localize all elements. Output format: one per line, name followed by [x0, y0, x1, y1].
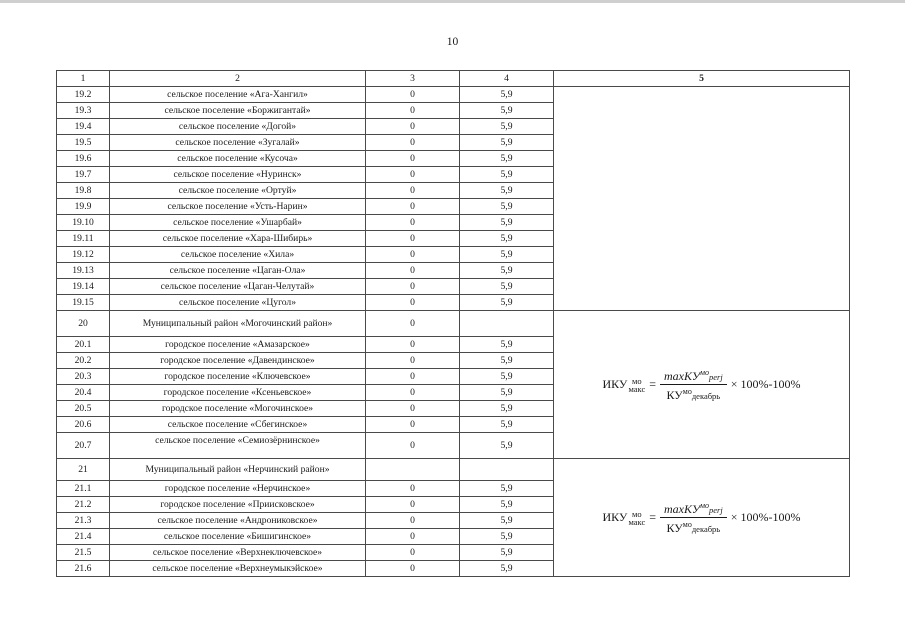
col3-value: 0 [366, 369, 460, 385]
formula-lhs: ИКУ [602, 510, 628, 524]
settlement-name: сельское поселение «Усть-Нарин» [110, 199, 366, 215]
row-number: 21.3 [57, 513, 110, 529]
row-number: 21.1 [57, 481, 110, 497]
row-number: 19.4 [57, 119, 110, 135]
row-number: 21.5 [57, 545, 110, 561]
header-cell: 3 [366, 71, 460, 87]
col3-value: 0 [366, 401, 460, 417]
settlement-name: сельское поселение «Боржигантай» [110, 103, 366, 119]
row-number: 20.7 [57, 433, 110, 459]
settlement-name: сельское поселение «Цугол» [110, 295, 366, 311]
formula-lhs-sub: макс [628, 516, 646, 527]
settlement-name: сельское поселение «Семиозёрнинское» [110, 433, 366, 459]
settlement-name: сельское поселение «Нуринск» [110, 167, 366, 183]
col3-value: 0 [366, 311, 460, 337]
header-row [57, 71, 850, 87]
col3-value: 0 [366, 119, 460, 135]
col3-value: 0 [366, 385, 460, 401]
indices-table [56, 70, 850, 577]
settlement-name: сельское поселение «Хара-Шибирь» [110, 231, 366, 247]
district-name: Муниципальный район «Нерчинский район» [110, 459, 366, 481]
max-index-formula [603, 500, 801, 535]
col4-value: 5,9 [460, 337, 554, 353]
formula-lhs-sup: мо [632, 508, 642, 519]
table-row [57, 87, 850, 103]
row-number: 20 [57, 311, 110, 337]
col3-value: 0 [366, 497, 460, 513]
row-number: 21.4 [57, 529, 110, 545]
settlement-name: сельское поселение «Верхнеумыкэйское» [110, 561, 366, 577]
col4-value: 5,9 [460, 151, 554, 167]
col3-value: 0 [366, 103, 460, 119]
row-number: 19.15 [57, 295, 110, 311]
page-number: 10 [446, 36, 459, 48]
header-cell: 5 [554, 71, 850, 87]
col4-value: 5,9 [460, 263, 554, 279]
settlement-name: сельское поселение «Цаган-Ола» [110, 263, 366, 279]
settlement-name: сельское поселение «Хила» [110, 247, 366, 263]
col4-value: 5,9 [460, 369, 554, 385]
settlement-name: сельское поселение «Кусоча» [110, 151, 366, 167]
col4-value: 5,9 [460, 529, 554, 545]
formula-denominator: $КУ^{мо}декабрь$ [666, 520, 721, 535]
header-cell: 2 [110, 71, 366, 87]
formula-numerator: maxКУ$^{мо}$perj [660, 367, 727, 385]
settlement-name: городское поселение «Могочинское» [110, 401, 366, 417]
formula-fraction [660, 500, 727, 535]
col4-value: 5,9 [460, 385, 554, 401]
formula-denominator: $КУ^{мо}декабрь$ [666, 387, 721, 402]
formula-cell [554, 311, 850, 459]
col3-value: 0 [366, 417, 460, 433]
settlement-name: городское поселение «Приисковское» [110, 497, 366, 513]
formula-numerator: maxКУ$^{мо}$perj [660, 500, 727, 518]
max-index-formula [603, 367, 801, 402]
settlement-name: сельское поселение «Догой» [110, 119, 366, 135]
row-number: 20.2 [57, 353, 110, 369]
header-cell: 1 [57, 71, 110, 87]
row-number: 20.1 [57, 337, 110, 353]
col4-value: 5,9 [460, 103, 554, 119]
settlement-name: городское поселение «Нерчинское» [110, 481, 366, 497]
row-number: 21.2 [57, 497, 110, 513]
formula-lhs-sup: мо [632, 375, 642, 386]
col3-value: 0 [366, 167, 460, 183]
row-number: 20.3 [57, 369, 110, 385]
col3-value: 0 [366, 545, 460, 561]
row-number: 21.6 [57, 561, 110, 577]
settlement-name: городское поселение «Амазарское» [110, 337, 366, 353]
settlement-name: городское поселение «Давендинское» [110, 353, 366, 369]
col3-value: 0 [366, 215, 460, 231]
col3-value: 0 [366, 263, 460, 279]
col4-value: 5,9 [460, 119, 554, 135]
col3-value: 0 [366, 513, 460, 529]
formula-tail: × 100%-100% [730, 377, 801, 391]
row-number: 20.6 [57, 417, 110, 433]
settlement-name: сельское поселение «Верхнеключевское» [110, 545, 366, 561]
col4-value: 5,9 [460, 247, 554, 263]
settlement-name: сельское поселение «Андрониковское» [110, 513, 366, 529]
col3-value: 0 [366, 433, 460, 459]
col3-value: 0 [366, 337, 460, 353]
col3-value: 0 [366, 87, 460, 103]
row-number: 19.3 [57, 103, 110, 119]
settlement-name: сельское поселение «Зугалай» [110, 135, 366, 151]
row-number: 21 [57, 459, 110, 481]
col4-value: 5,9 [460, 513, 554, 529]
col4-value: 5,9 [460, 481, 554, 497]
col3-value: 0 [366, 247, 460, 263]
col4-value: 5,9 [460, 279, 554, 295]
col4-value: 5,9 [460, 561, 554, 577]
col4-value [460, 311, 554, 337]
row-number: 19.5 [57, 135, 110, 151]
row-number: 19.8 [57, 183, 110, 199]
col4-value: 5,9 [460, 167, 554, 183]
settlement-name: сельское поселение «Ага-Хангил» [110, 87, 366, 103]
col4-value: 5,9 [460, 497, 554, 513]
col4-value: 5,9 [460, 87, 554, 103]
district-row [57, 311, 850, 337]
page-top-edge [0, 0, 905, 3]
settlement-name: сельское поселение «Ушарбай» [110, 215, 366, 231]
col4-value: 5,9 [460, 183, 554, 199]
col3-value: 0 [366, 561, 460, 577]
row-number: 19.7 [57, 167, 110, 183]
settlement-name: сельское поселение «Цаган-Челутай» [110, 279, 366, 295]
col3-value: 0 [366, 279, 460, 295]
settlement-name: сельское поселение «Ортуй» [110, 183, 366, 199]
settlement-name: сельское поселение «Сбегинское» [110, 417, 366, 433]
formula-cell [554, 459, 850, 577]
col3-value: 0 [366, 183, 460, 199]
col4-value: 5,9 [460, 135, 554, 151]
col4-value: 5,9 [460, 433, 554, 459]
row-number: 19.13 [57, 263, 110, 279]
col3-value: 0 [366, 135, 460, 151]
col4-value: 5,9 [460, 401, 554, 417]
col3-value: 0 [366, 231, 460, 247]
col3-value: 0 [366, 151, 460, 167]
col4-value: 5,9 [460, 353, 554, 369]
col4-value: 5,9 [460, 417, 554, 433]
formula-lhs: ИКУ [602, 377, 628, 391]
col4-value: 5,9 [460, 215, 554, 231]
settlement-name: городское поселение «Ксеньевское» [110, 385, 366, 401]
row-number: 19.14 [57, 279, 110, 295]
col4-value [460, 459, 554, 481]
col3-value: 0 [366, 199, 460, 215]
col3-value: 0 [366, 353, 460, 369]
col4-value: 5,9 [460, 231, 554, 247]
col4-value: 5,9 [460, 545, 554, 561]
row-number: 19.10 [57, 215, 110, 231]
formula-lhs-sub: макс [628, 383, 646, 394]
row-number: 19.12 [57, 247, 110, 263]
row-number: 19.9 [57, 199, 110, 215]
header-cell: 4 [460, 71, 554, 87]
district-row [57, 459, 850, 481]
settlement-name: сельское поселение «Бишигинское» [110, 529, 366, 545]
col3-value: 0 [366, 529, 460, 545]
formula-fraction [660, 367, 727, 402]
row-number: 19.6 [57, 151, 110, 167]
col3-value: 0 [366, 295, 460, 311]
settlement-name: городское поселение «Ключевское» [110, 369, 366, 385]
col3-value [366, 459, 460, 481]
row-number: 20.5 [57, 401, 110, 417]
col4-value: 5,9 [460, 199, 554, 215]
formula-equals: = [649, 377, 657, 391]
formula-tail: × 100%-100% [730, 510, 801, 524]
formula-cell-empty [554, 87, 850, 311]
row-number: 19.2 [57, 87, 110, 103]
row-number: 19.11 [57, 231, 110, 247]
district-name: Муниципальный район «Могочинский район» [110, 311, 366, 337]
formula-equals: = [649, 510, 657, 524]
col3-value: 0 [366, 481, 460, 497]
row-number: 20.4 [57, 385, 110, 401]
col4-value: 5,9 [460, 295, 554, 311]
